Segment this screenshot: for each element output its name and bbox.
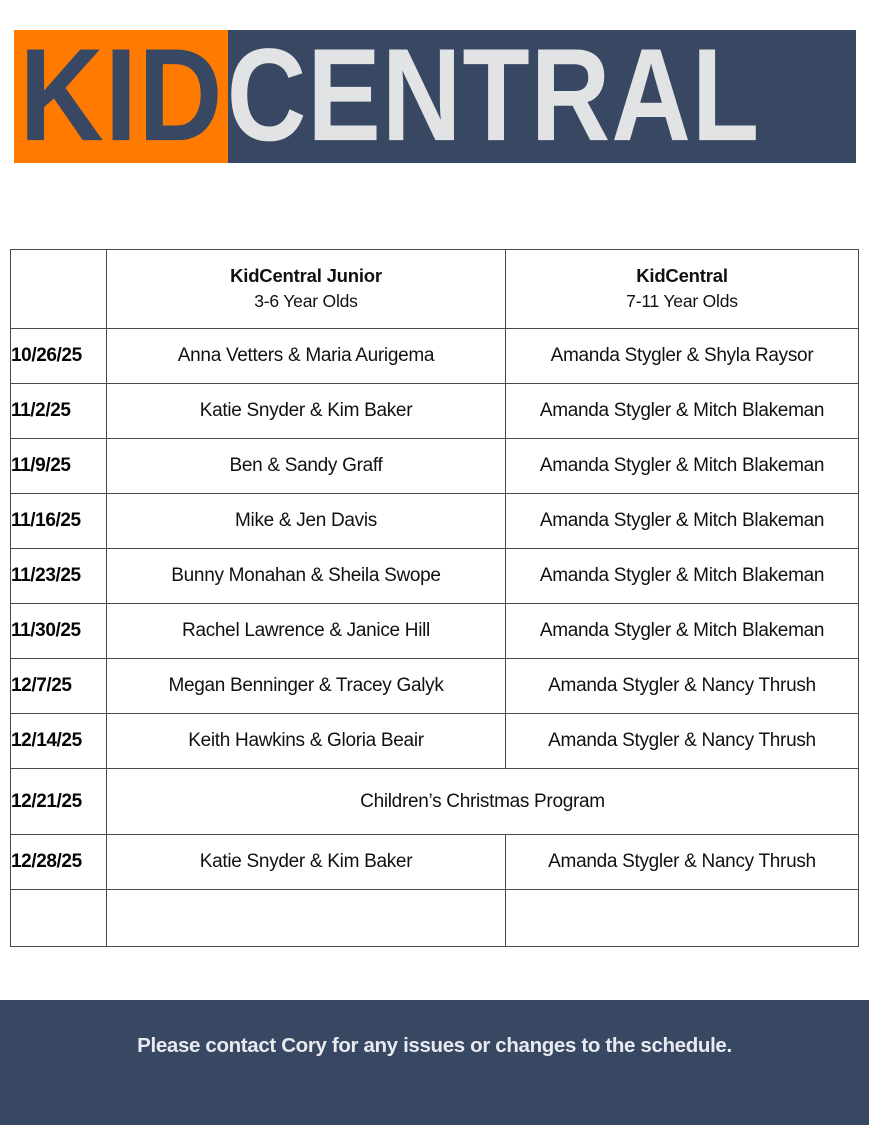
- logo-text-kid: KID: [18, 20, 224, 168]
- table-row-special-event: [11, 769, 859, 835]
- row-main-volunteers: Amanda Stygler & Mitch Blakeman: [506, 494, 859, 549]
- table-row: [11, 604, 859, 659]
- blank-date-cell: [11, 890, 107, 947]
- logo-text-central: CENTRAL: [226, 20, 761, 168]
- table-row: [11, 714, 859, 769]
- table-row-blank: [11, 890, 859, 947]
- kidcentral-logo-banner: [14, 20, 856, 168]
- row-junior-volunteers: Rachel Lawrence & Janice Hill: [107, 604, 506, 659]
- row-junior-volunteers: Katie Snyder & Kim Baker: [107, 384, 506, 439]
- row-main-volunteers: Amanda Stygler & Nancy Thrush: [506, 835, 859, 890]
- row-junior-volunteers: Ben & Sandy Graff: [107, 439, 506, 494]
- footer-bar: [0, 1000, 869, 1125]
- header-junior-title: KidCentral Junior: [230, 265, 382, 287]
- table-row: [11, 549, 859, 604]
- table-row: [11, 494, 859, 549]
- row-date: 12/28/25: [11, 835, 107, 890]
- row-junior-volunteers: Anna Vetters & Maria Aurigema: [107, 329, 506, 384]
- table-header: [11, 250, 859, 329]
- header-main-title: KidCentral: [636, 265, 728, 287]
- logo-orange-panel: [14, 20, 228, 168]
- table-row: [11, 835, 859, 890]
- header-kidcentral: [506, 250, 859, 329]
- row-junior-volunteers: Keith Hawkins & Gloria Beair: [107, 714, 506, 769]
- header-kidcentral-junior: [107, 250, 506, 329]
- row-date: 12/7/25: [11, 659, 107, 714]
- row-date: 12/21/25: [11, 769, 107, 835]
- table-row: [11, 329, 859, 384]
- row-date: 11/9/25: [11, 439, 107, 494]
- blank-junior-left-cell: [107, 890, 506, 947]
- row-date: 11/16/25: [11, 494, 107, 549]
- row-junior-volunteers: Mike & Jen Davis: [107, 494, 506, 549]
- row-main-volunteers: Amanda Stygler & Nancy Thrush: [506, 714, 859, 769]
- row-main-volunteers: Amanda Stygler & Nancy Thrush: [506, 659, 859, 714]
- row-date: 11/30/25: [11, 604, 107, 659]
- table-header-row: [11, 250, 859, 329]
- header-junior-subtitle: 3-6 Year Olds: [254, 291, 358, 312]
- table-body: [11, 329, 859, 947]
- blank-junior-right-cell: [506, 890, 859, 947]
- row-main-volunteers: Amanda Stygler & Mitch Blakeman: [506, 604, 859, 659]
- row-date: 11/2/25: [11, 384, 107, 439]
- row-date: 12/14/25: [11, 714, 107, 769]
- header-main-subtitle: 7-11 Year Olds: [626, 291, 738, 312]
- table-row: [11, 439, 859, 494]
- row-special-event-label: Children’s Christmas Program: [107, 769, 859, 835]
- row-main-volunteers: Amanda Stygler & Shyla Raysor: [506, 329, 859, 384]
- row-date: 10/26/25: [11, 329, 107, 384]
- header-date-column: [11, 250, 107, 329]
- logo-navy-panel: [226, 20, 856, 168]
- footer-message: Please contact Cory for any issues or changes to the schedule.: [137, 1034, 732, 1057]
- table-row: [11, 384, 859, 439]
- row-main-volunteers: Amanda Stygler & Mitch Blakeman: [506, 384, 859, 439]
- row-main-volunteers: Amanda Stygler & Mitch Blakeman: [506, 549, 859, 604]
- row-junior-volunteers: Katie Snyder & Kim Baker: [107, 835, 506, 890]
- row-date: 11/23/25: [11, 549, 107, 604]
- row-junior-volunteers: Bunny Monahan & Sheila Swope: [107, 549, 506, 604]
- schedule-table: [10, 249, 859, 947]
- row-main-volunteers: Amanda Stygler & Mitch Blakeman: [506, 439, 859, 494]
- row-junior-volunteers: Megan Benninger & Tracey Galyk: [107, 659, 506, 714]
- table-row: [11, 659, 859, 714]
